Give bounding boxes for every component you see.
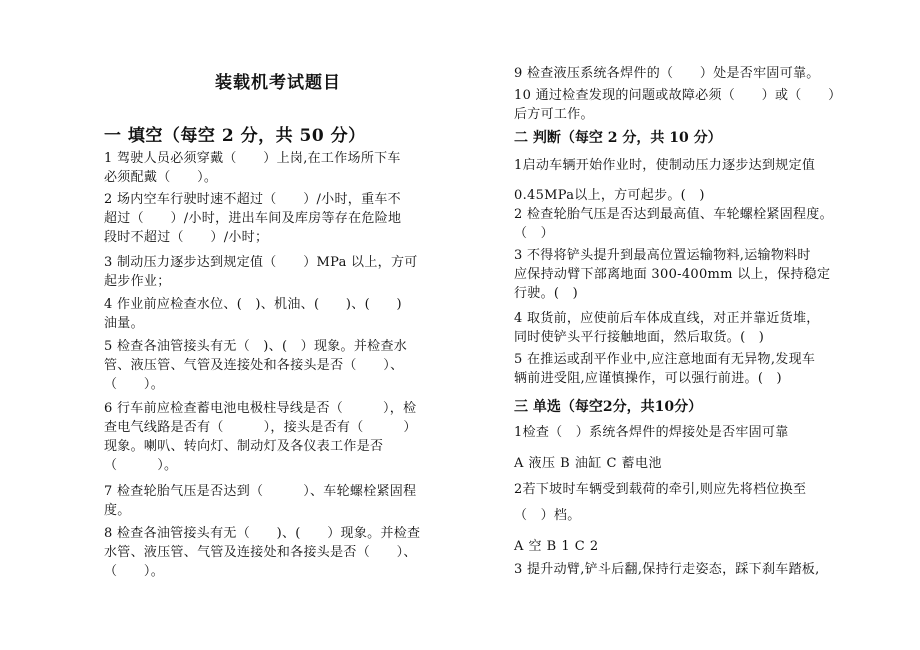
question-line: 必须配戴（ ）。 [104,170,218,185]
true-false-question-3 [514,246,830,303]
question-line: 应保持动臂下部离地面 300-400mm 以上，保持稳定 [514,267,831,282]
question-line: 9 检查液压系统各焊件的（ ）处是否牢固可靠。 [514,66,820,81]
question-line: 8 检查各油管接头有无（ )、( ）现象。并检查 [104,526,421,541]
single-choice-question-2-continued: （ ）档。 [514,508,581,523]
question-line: 水管、液压管、气管及连接处和各接头是否（ ）、 [104,545,417,560]
question-line: 超过（ ）/小时，进出车间及库房等存在危险地 [104,211,402,226]
question-line: 1启动车辆开始作业时，使制动压力逐步达到规定值 [514,158,816,173]
fill-blank-question-2 [104,190,401,247]
question-line: 6 行车前应检查蓄电池电极柱导线是否（ ），检 [104,401,417,416]
question-line: 3 不得将铲头提升到最高位置运输物料,运输物料时 [514,248,811,263]
question-line: 油量。 [104,316,144,331]
true-false-question-5 [514,350,815,388]
fill-blank-question-7 [104,482,416,520]
question-line: （ ）。 [104,458,178,473]
question-line: （ ）。 [104,377,165,392]
fill-blank-heading: 一 填空（每空 2 分，共 50 分） [104,126,366,146]
fill-blank-question-8 [104,524,420,581]
question-line: 现象。喇叭、转向灯、制动灯及各仪表工作是否 [104,439,384,454]
true-false-question-4 [514,309,820,347]
fill-blank-question-9 [514,64,820,83]
document-title: 装载机考试题目 [215,73,341,93]
question-line: 10 通过检查发现的问题或故障必须（ ）或（ ） [514,88,842,103]
fill-blank-question-6 [104,399,417,475]
question-line: 行驶。( ) [514,286,578,301]
single-choice-question-2: 2若下坡时车辆受到载荷的牵引,则应先将档位换至 [514,482,807,497]
question-line: 4 作业前应检查水位、( )、机油、( )、( ) [104,297,402,312]
question-line: 度。 [104,503,131,518]
question-line: 5 在推运或刮平作业中,应注意地面有无异物,发现车 [514,352,816,367]
question-line: 段时不超过（ ）/小时； [104,230,269,245]
true-false-question-1 [514,151,815,211]
fill-blank-question-3 [104,253,418,291]
single-choice-options-2: A 空 B 1 C 2 [514,539,599,554]
fill-blank-question-1 [104,149,401,187]
single-choice-question-1: 1检查（ ）系统各焊件的焊接处是否牢固可靠 [514,425,789,440]
fill-blank-question-5 [104,337,407,394]
question-line: （ ）。 [104,564,165,579]
question-line: （ ） [514,226,554,241]
question-line: 查电气线路是否有（ ），接头是否有（ ） [104,420,417,435]
single-choice-heading: 三 单选（每空2分，共10分） [514,399,703,415]
question-line: 辆前进受阻,应谨慎操作，可以强行前进。( ) [514,371,782,386]
question-line: 7 检查轮胎气压是否达到（ ）、车轮螺栓紧固程 [104,484,417,499]
single-choice-options-1: A 液压 B 油缸 C 蓄电池 [514,456,663,471]
question-line: 0.45MPa以上，方可起步。( ) [514,188,705,203]
question-line: 后方可工作。 [514,107,594,122]
question-line: 5 检查各油管接头有无（ )、( ）现象。并检查水 [104,339,408,354]
question-line: 3 制动压力逐步达到规定值（ ）MPa 以上，方可 [104,255,418,270]
question-line: 4 取货前，应使前后车体成直线，对正并靠近货堆， [514,311,820,326]
question-line: 管、液压管、气管及连接处和各接头是否（ ）、 [104,358,404,373]
question-line: 2 检查轮胎气压是否达到最高值、车轮螺栓紧固程度。 [514,207,833,222]
true-false-question-2 [514,205,833,243]
question-line: 2 场内空车行驶时速不超过（ ）/小时，重车不 [104,192,401,207]
single-choice-question-3: 3 提升动臂,铲斗后翻,保持行走姿态，踩下刹车踏板, [514,562,820,577]
question-line: 1 驾驶人员必须穿戴（ ）上岗,在工作场所下车 [104,151,401,166]
true-false-heading: 二 判断（每空 2 分，共 10 分） [514,130,722,146]
fill-blank-question-4 [104,295,402,333]
fill-blank-question-10 [514,86,841,124]
question-line: 同时使铲头平行接触地面，然后取货。( ) [514,330,765,345]
question-line: 起步作业； [104,274,171,289]
